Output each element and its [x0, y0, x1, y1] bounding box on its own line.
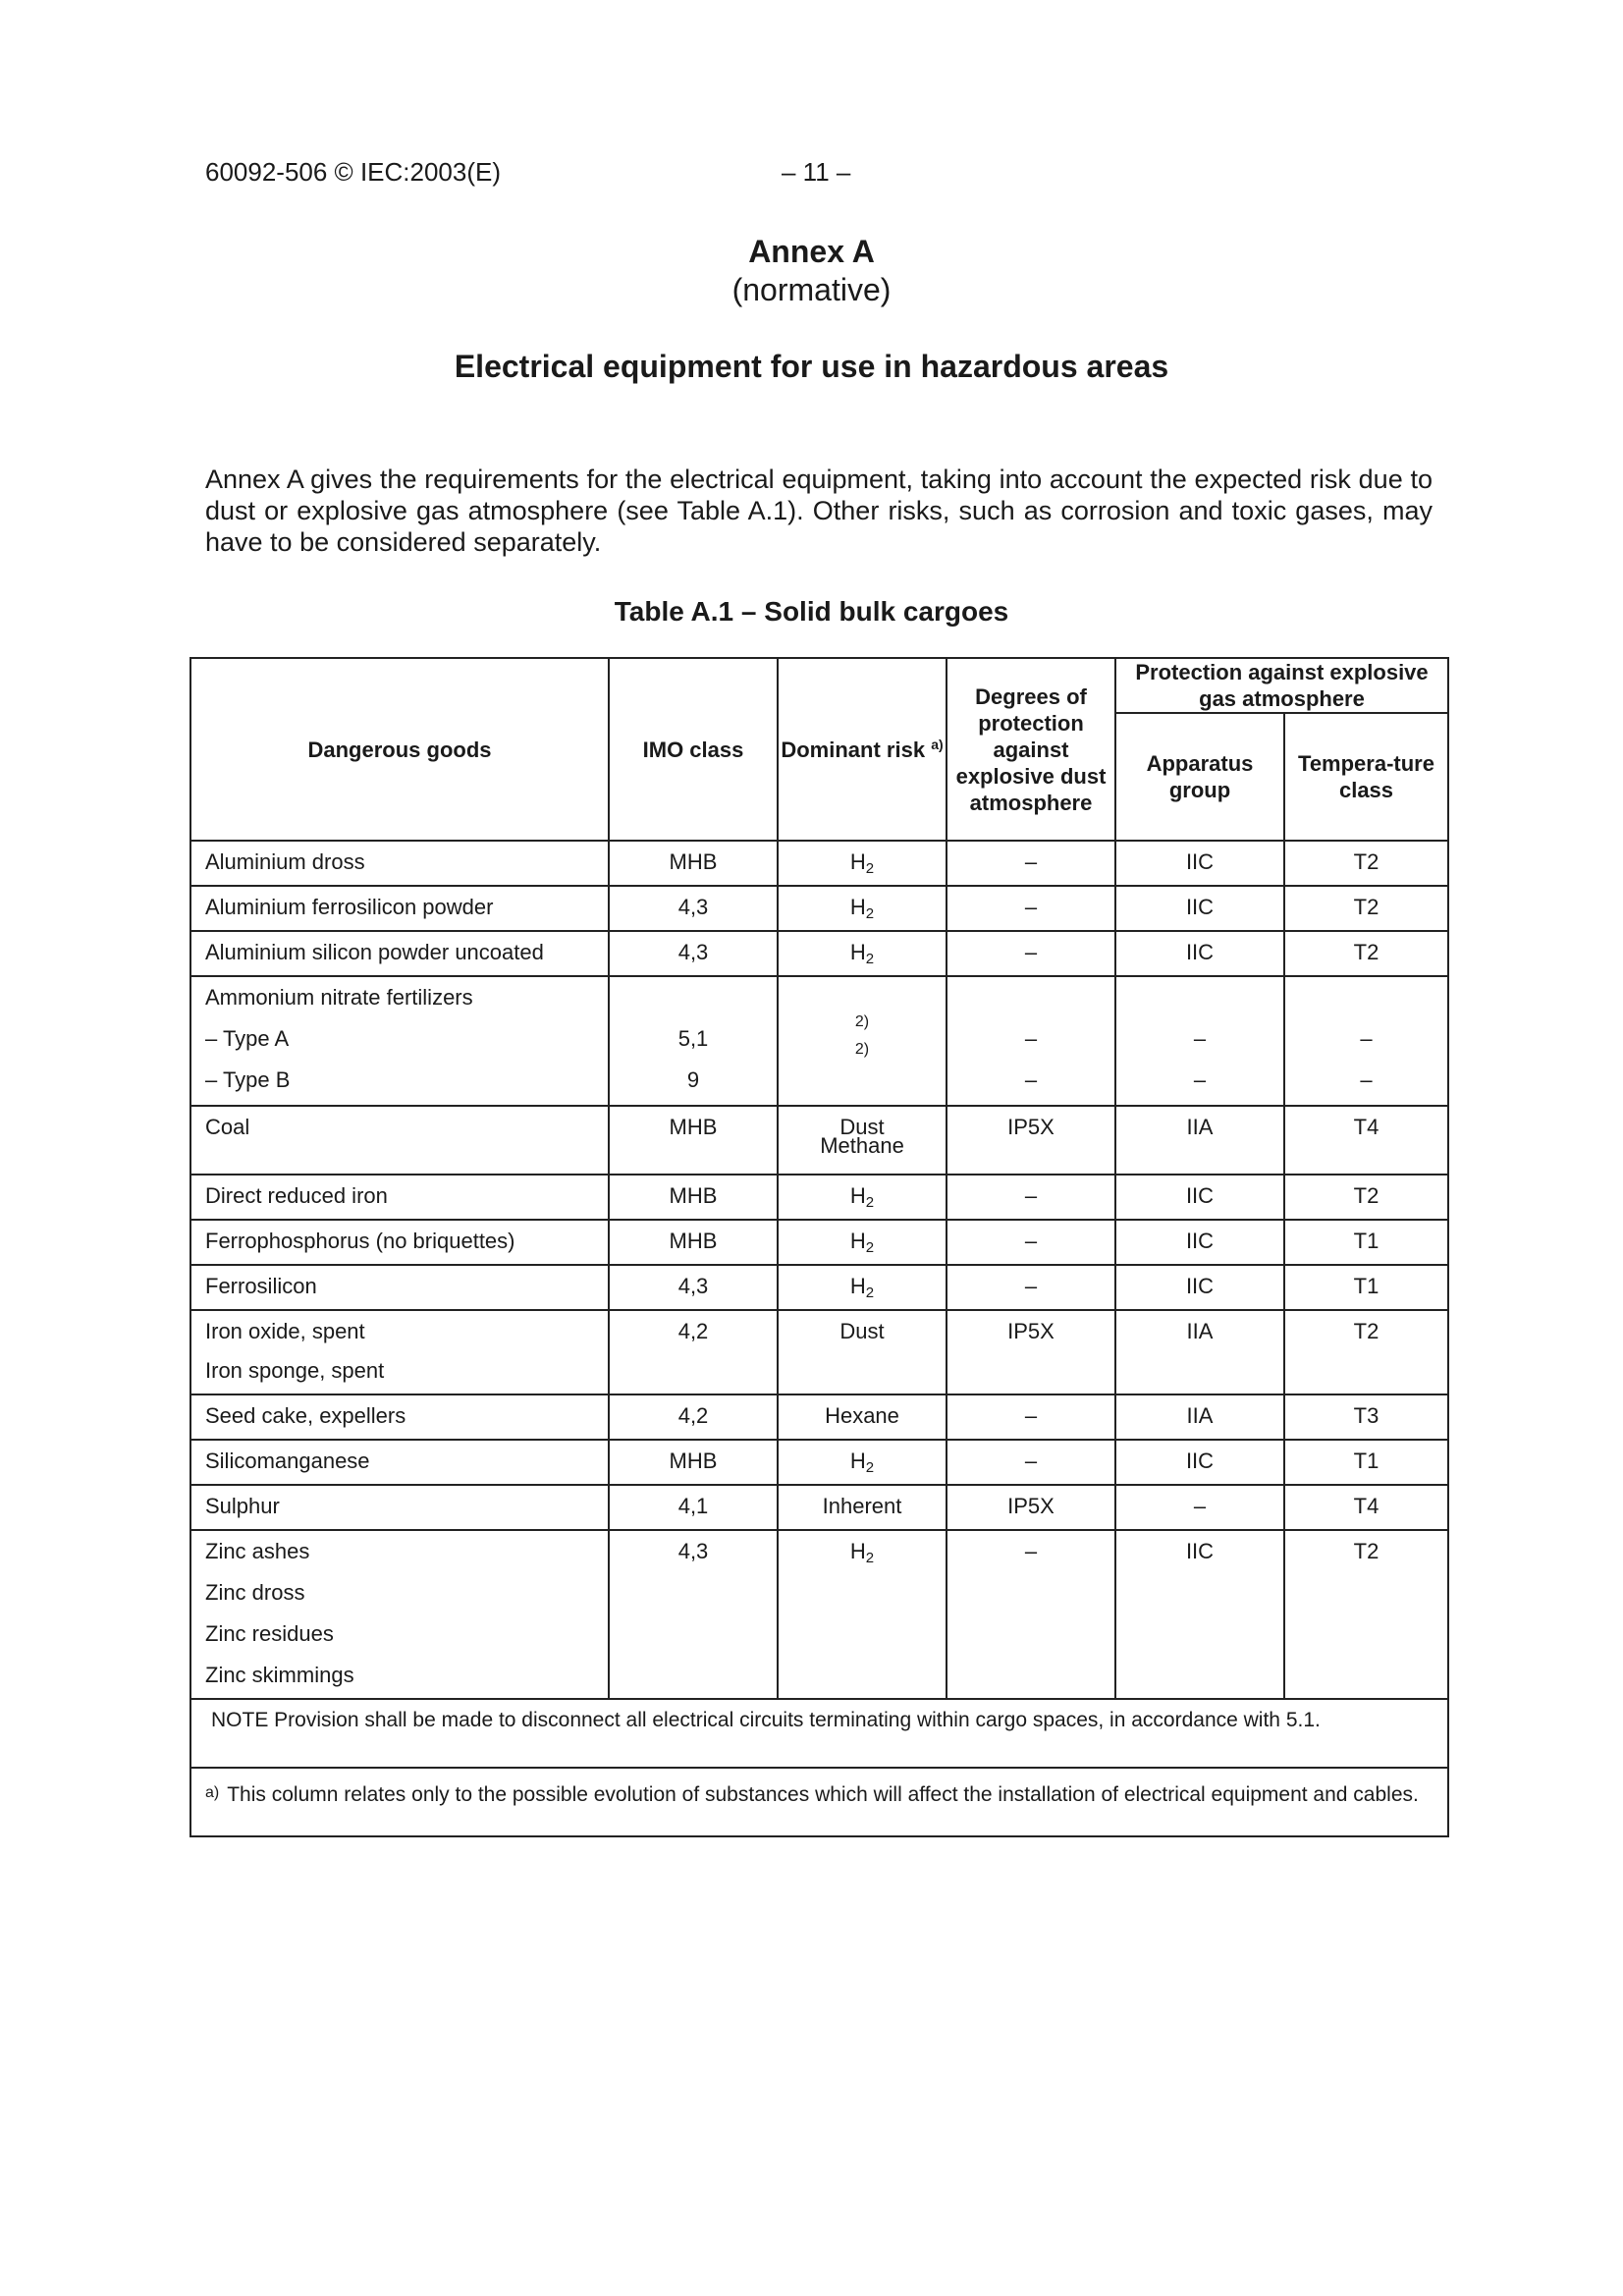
dust-cell: – [1024, 1274, 1038, 1298]
header-temperature-class: Tempera-ture class [1284, 713, 1448, 841]
temp-cell: T2 [1353, 1319, 1380, 1343]
goods-cell: Ammonium nitrate fertilizers [205, 985, 473, 1010]
temp-cell: T2 [1353, 1183, 1380, 1208]
group-cell: IIC [1185, 849, 1215, 874]
risk-cell: Inherent [822, 1494, 902, 1518]
temp-cell: – [1360, 1067, 1373, 1092]
temp-cell: T2 [1353, 1539, 1380, 1563]
document-id: 60092-506 © IEC:2003(E) [205, 157, 502, 187]
imo-cell: 4,3 [677, 895, 709, 919]
imo-cell: 4,2 [677, 1403, 709, 1428]
table-row [190, 1265, 1448, 1310]
imo-cell: 4,2 [677, 1319, 709, 1343]
goods-cell: Sulphur [205, 1494, 280, 1518]
group-cell: IIC [1185, 1449, 1215, 1473]
dust-cell: – [1024, 849, 1038, 874]
risk-cell: Dust [839, 1115, 885, 1139]
header-imo-class: IMO class [609, 658, 778, 841]
imo-cell: 4,3 [677, 1274, 709, 1298]
header-dominant-risk-label: Dominant risk [781, 737, 926, 762]
goods-cell: Ferrosilicon [205, 1274, 317, 1298]
header-dust-protection: Degrees of protection against explosive dust atmosphere [947, 658, 1115, 841]
group-cell: IIC [1185, 1274, 1215, 1298]
goods-cell: Direct reduced iron [205, 1183, 388, 1208]
table-row [190, 1530, 1448, 1699]
header-apparatus-group: Apparatus group [1115, 713, 1284, 841]
dust-cell: – [1024, 1067, 1038, 1092]
dust-cell: IP5X [1007, 1319, 1055, 1343]
temp-cell: T1 [1353, 1449, 1380, 1473]
imo-cell: 5,1 [677, 1026, 709, 1051]
intro-paragraph: Annex A gives the requirements for the electrical equipment, taking into account the expected risk due to dust or explosive gas atmosphere (see Table A.1). Other risks, such as corrosion and toxic gases, may have to be considered separately. [205, 465, 1433, 557]
temp-cell: T2 [1353, 849, 1380, 874]
dust-cell: – [1024, 1539, 1038, 1563]
temp-cell: T1 [1353, 1229, 1380, 1253]
risk-reference: 2) [854, 1013, 870, 1030]
risk-cell: $H_2$ [849, 1449, 875, 1476]
group-cell: – [1193, 1494, 1207, 1518]
section-title: Electrical equipment for use in hazardous areas [454, 349, 1169, 384]
table-row [190, 931, 1448, 976]
goods-cell: Seed cake, expellers [205, 1403, 406, 1428]
table-row [190, 1220, 1448, 1265]
imo-cell: 4,3 [677, 940, 709, 964]
dust-cell: – [1024, 1403, 1038, 1428]
group-cell: IIC [1185, 895, 1215, 919]
imo-cell: 4,1 [677, 1494, 709, 1518]
table-row [190, 976, 1448, 1106]
table-row [190, 1106, 1448, 1175]
goods-cell: Iron sponge, spent [205, 1358, 385, 1383]
header-risk-footnote-mark: a) [931, 736, 944, 752]
imo-cell: MHB [669, 1183, 718, 1208]
goods-subtype-b: – Type B [205, 1067, 291, 1092]
imo-cell: MHB [669, 1449, 718, 1473]
goods-cell: Ferrophosphorus (no briquettes) [205, 1229, 515, 1253]
goods-cell: Zinc residues [205, 1621, 334, 1646]
imo-cell: MHB [669, 1115, 718, 1139]
goods-cell: Aluminium dross [205, 849, 365, 874]
header-dominant-risk [778, 658, 947, 841]
temp-cell: T1 [1353, 1274, 1380, 1298]
annex-title: Annex A [748, 234, 875, 269]
temp-cell: T4 [1353, 1494, 1380, 1518]
goods-cell: Zinc ashes [205, 1539, 310, 1563]
table-row [190, 1485, 1448, 1530]
goods-cell: Silicomanganese [205, 1449, 370, 1473]
dust-cell: – [1024, 895, 1038, 919]
dust-cell: – [1024, 1183, 1038, 1208]
group-cell: – [1193, 1067, 1207, 1092]
risk-cell: $H_2$ [849, 1229, 875, 1256]
imo-cell: 9 [686, 1067, 700, 1092]
group-cell: IIC [1185, 1183, 1215, 1208]
risk-reference: 2) [854, 1041, 870, 1058]
dust-cell: – [1024, 1229, 1038, 1253]
goods-cell: Coal [205, 1115, 250, 1139]
temp-cell: T3 [1353, 1403, 1380, 1428]
header-dangerous-goods: Dangerous goods [190, 658, 609, 841]
group-cell: IIC [1185, 1229, 1215, 1253]
group-cell: IIA [1186, 1403, 1214, 1428]
dust-cell: IP5X [1007, 1115, 1055, 1139]
risk-cell: Hexane [825, 1403, 899, 1428]
goods-cell: Aluminium silicon powder uncoated [205, 940, 544, 964]
table-row [190, 1440, 1448, 1485]
table-row [190, 1394, 1448, 1440]
dust-cell: – [1024, 1449, 1038, 1473]
group-cell: IIA [1186, 1115, 1214, 1139]
page-number: – 11 – [782, 157, 851, 187]
temp-cell: T2 [1353, 895, 1380, 919]
table-note: NOTE Provision shall be made to disconnect all electrical circuits terminating within cargo spaces, in accordance with 5.1. [190, 1699, 1448, 1768]
risk-cell: Methane [820, 1133, 904, 1158]
table-footnote [190, 1768, 1448, 1836]
goods-cell: Aluminium ferrosilicon powder [205, 895, 494, 919]
goods-cell: Zinc dross [205, 1580, 305, 1605]
group-cell: IIC [1185, 940, 1215, 964]
goods-subtype-a: – Type A [205, 1026, 290, 1051]
dust-cell: – [1024, 1026, 1038, 1051]
temp-cell: T2 [1353, 940, 1380, 964]
imo-cell: MHB [669, 849, 718, 874]
risk-cell: $H_2$ [849, 940, 875, 967]
risk-cell: $H_2$ [849, 1539, 875, 1566]
table-row [190, 1175, 1448, 1220]
cargo-table [189, 657, 1449, 1837]
footnote-mark: a) [205, 1784, 220, 1801]
imo-cell: 4,3 [677, 1539, 709, 1563]
temp-cell: T4 [1353, 1115, 1380, 1139]
imo-cell: MHB [669, 1229, 718, 1253]
dust-cell: IP5X [1007, 1494, 1055, 1518]
risk-cell: $H_2$ [849, 895, 875, 922]
goods-cell: Zinc skimmings [205, 1663, 354, 1687]
table-row [190, 841, 1448, 886]
table-row [190, 1310, 1448, 1394]
dust-cell: – [1024, 940, 1038, 964]
risk-cell: $H_2$ [849, 1183, 875, 1211]
risk-cell: $H_2$ [849, 849, 875, 877]
annex-subtitle: (normative) [731, 272, 892, 307]
temp-cell: – [1360, 1026, 1373, 1051]
table-title: Table A.1 – Solid bulk cargoes [614, 596, 1009, 627]
risk-cell: Dust [839, 1319, 885, 1343]
risk-cell: $H_2$ [849, 1274, 875, 1301]
group-cell: IIA [1186, 1319, 1214, 1343]
footnote-text: This column relates only to the possible evolution of substances which will affect the installation of electrical equipment and cables. [227, 1783, 1419, 1806]
header-gas-protection: Protection against explosive gas atmosphere [1115, 658, 1448, 713]
group-cell: IIC [1185, 1539, 1215, 1563]
group-cell: – [1193, 1026, 1207, 1051]
table-row [190, 886, 1448, 931]
goods-cell: Iron oxide, spent [205, 1319, 365, 1343]
